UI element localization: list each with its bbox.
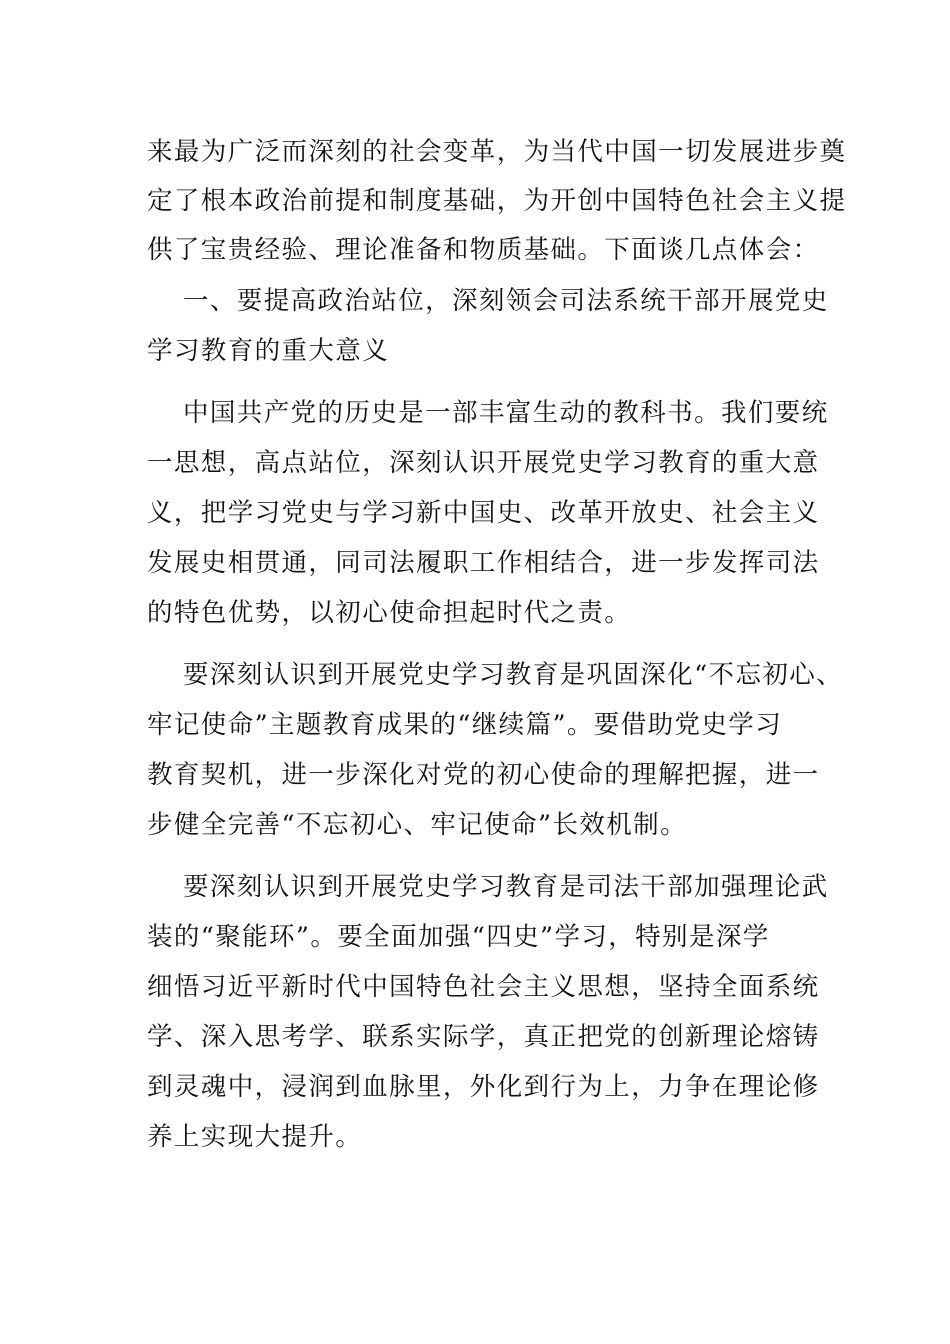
section-heading-line-2: 学习教育的重大意义 xyxy=(147,336,390,366)
paragraph-3-line-3: 细悟习近平新时代中国特色社会主义思想，坚持全面系统 xyxy=(147,972,820,1002)
paragraph-1-line-1: 中国共产党的历史是一部丰富生动的教科书。我们要统 xyxy=(183,398,829,428)
intro-line-1: 来最为广泛而深刻的社会变革，为当代中国一切发展进步奠 xyxy=(147,137,847,167)
paragraph-3-line-6: 养上实现大提升。 xyxy=(147,1122,363,1152)
intro-line-3: 供了宝贵经验、理论准备和物质基础。下面谈几点体会： xyxy=(147,235,820,265)
paragraph-3-line-5: 到灵魂中，浸润到血脉里，外化到行为上，力争在理论修 xyxy=(147,1072,820,1102)
paragraph-1-line-4: 发展史相贯通，同司法履职工作相结合，进一步发挥司法 xyxy=(147,548,820,578)
paragraph-1-line-3: 义，把学习党史与学习新中国史、改革开放史、社会主义 xyxy=(147,498,820,528)
paragraph-1-line-2: 一思想，高点站位，深刻认识开展党史学习教育的重大意 xyxy=(147,448,820,478)
paragraph-2-line-3: 教育契机，进一步深化对党的初心使命的理解把握，进一 xyxy=(147,760,820,790)
paragraph-3-line-2: 装的“聚能环”。要全面加强“四史”学习，特别是深学 xyxy=(147,922,770,952)
paragraph-3-line-1: 要深刻认识到开展党史学习教育是司法干部加强理论武 xyxy=(183,872,829,902)
paragraph-2-line-4: 步健全完善“不忘初心、牢记使命”长效机制。 xyxy=(147,810,687,840)
paragraph-3-line-4: 学、深入思考学、联系实际学，真正把党的创新理论熔铸 xyxy=(147,1022,820,1052)
paragraph-2-line-2: 牢记使命”主题教育成果的“继续篇”。要借助党史学习 xyxy=(147,710,783,740)
paragraph-2-line-1: 要深刻认识到开展党史学习教育是巩固深化“不忘初心、 xyxy=(183,660,844,690)
paragraph-1-line-5: 的特色优势，以初心使命担起时代之责。 xyxy=(147,598,632,628)
intro-line-2: 定了根本政治前提和制度基础，为开创中国特色社会主义提 xyxy=(147,186,847,216)
section-heading-line-1: 一、要提高政治站位，深刻领会司法系统干部开展党史 xyxy=(183,286,829,316)
